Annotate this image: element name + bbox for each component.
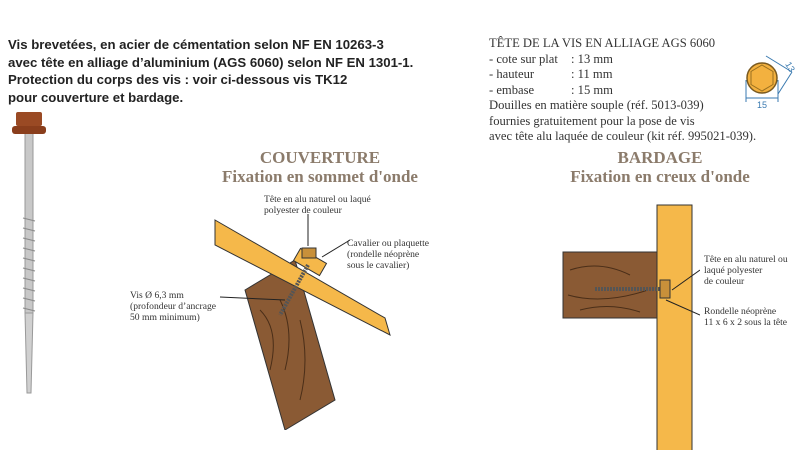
label-line: 50 mm minimum) <box>130 312 200 323</box>
bardage-subtitle: Fixation en creux d'onde <box>570 167 750 186</box>
bardage-diagram <box>560 200 700 450</box>
intro-line: avec tête en alliage d’aluminium (AGS 6060) selon NF EN 1301-1. <box>8 54 414 70</box>
label-line: sous le cavalier) <box>347 260 410 271</box>
label-line: Rondelle néoprène <box>704 306 777 317</box>
bardage-title: BARDAGE <box>617 148 703 167</box>
couverture-label-cavalier <box>347 238 429 271</box>
couverture-label-screw <box>130 290 216 323</box>
bardage-heading <box>540 148 780 186</box>
label-line: de couleur <box>704 276 745 287</box>
label-line: Vis Ø 6,3 mm <box>130 290 184 301</box>
spec-note: fournies gratuitement pour la pose de vis <box>489 113 695 128</box>
spec-key: - embase <box>489 82 535 97</box>
couverture-label-head <box>264 194 371 216</box>
couverture-title: COUVERTURE <box>259 148 381 167</box>
spec-note: Douilles en matière souple (réf. 5013-039) <box>489 98 704 112</box>
couverture-heading <box>200 148 440 186</box>
bardage-label-washer <box>704 306 787 328</box>
spec-value: : 13 mm <box>571 51 613 66</box>
dim-flat: 13 <box>783 60 797 74</box>
label-line: Tête en alu naturel ou laqué <box>264 194 371 205</box>
couverture-diagram <box>200 200 400 430</box>
dim-base: 15 <box>757 100 768 110</box>
intro-line: pour couverture et bardage. <box>8 89 184 105</box>
screw-image <box>8 108 52 400</box>
spec-value: : 15 mm <box>571 82 613 97</box>
label-line: 11 x 6 x 2 sous la tête <box>704 317 788 328</box>
spec-value: : 11 mm <box>571 67 613 81</box>
intro-line: Protection du corps des vis : voir ci-dessous vis TK12 <box>8 72 348 87</box>
intro-line: Vis brevetées, en acier de cémentation selon NF EN 10263-3 <box>8 37 384 52</box>
label-line: Cavalier ou plaquette <box>347 238 430 249</box>
label-line: (profondeur d’ancrage <box>130 301 217 312</box>
spec-row <box>489 52 756 68</box>
spec-row <box>489 83 756 99</box>
hex-head-diagram <box>740 50 800 110</box>
spec-key: - cote sur plat <box>489 51 558 66</box>
spec-key: - hauteur <box>489 67 535 81</box>
head-specs <box>489 36 756 145</box>
label-line: laqué polyester <box>704 265 763 276</box>
spec-title: TÊTE DE LA VIS EN ALLIAGE AGS 6060 <box>489 36 716 50</box>
label-line: polyester de couleur <box>264 205 342 216</box>
couverture-subtitle: Fixation en sommet d'onde <box>222 167 418 186</box>
bardage-label-head <box>704 254 788 287</box>
spec-note: avec tête alu laquée de couleur (kit réf. 995021-039). <box>489 129 757 143</box>
intro-text <box>8 36 413 106</box>
label-line: (rondelle néoprène <box>347 249 420 260</box>
label-line: Tête en alu naturel ou <box>704 254 788 265</box>
spec-row <box>489 67 756 83</box>
